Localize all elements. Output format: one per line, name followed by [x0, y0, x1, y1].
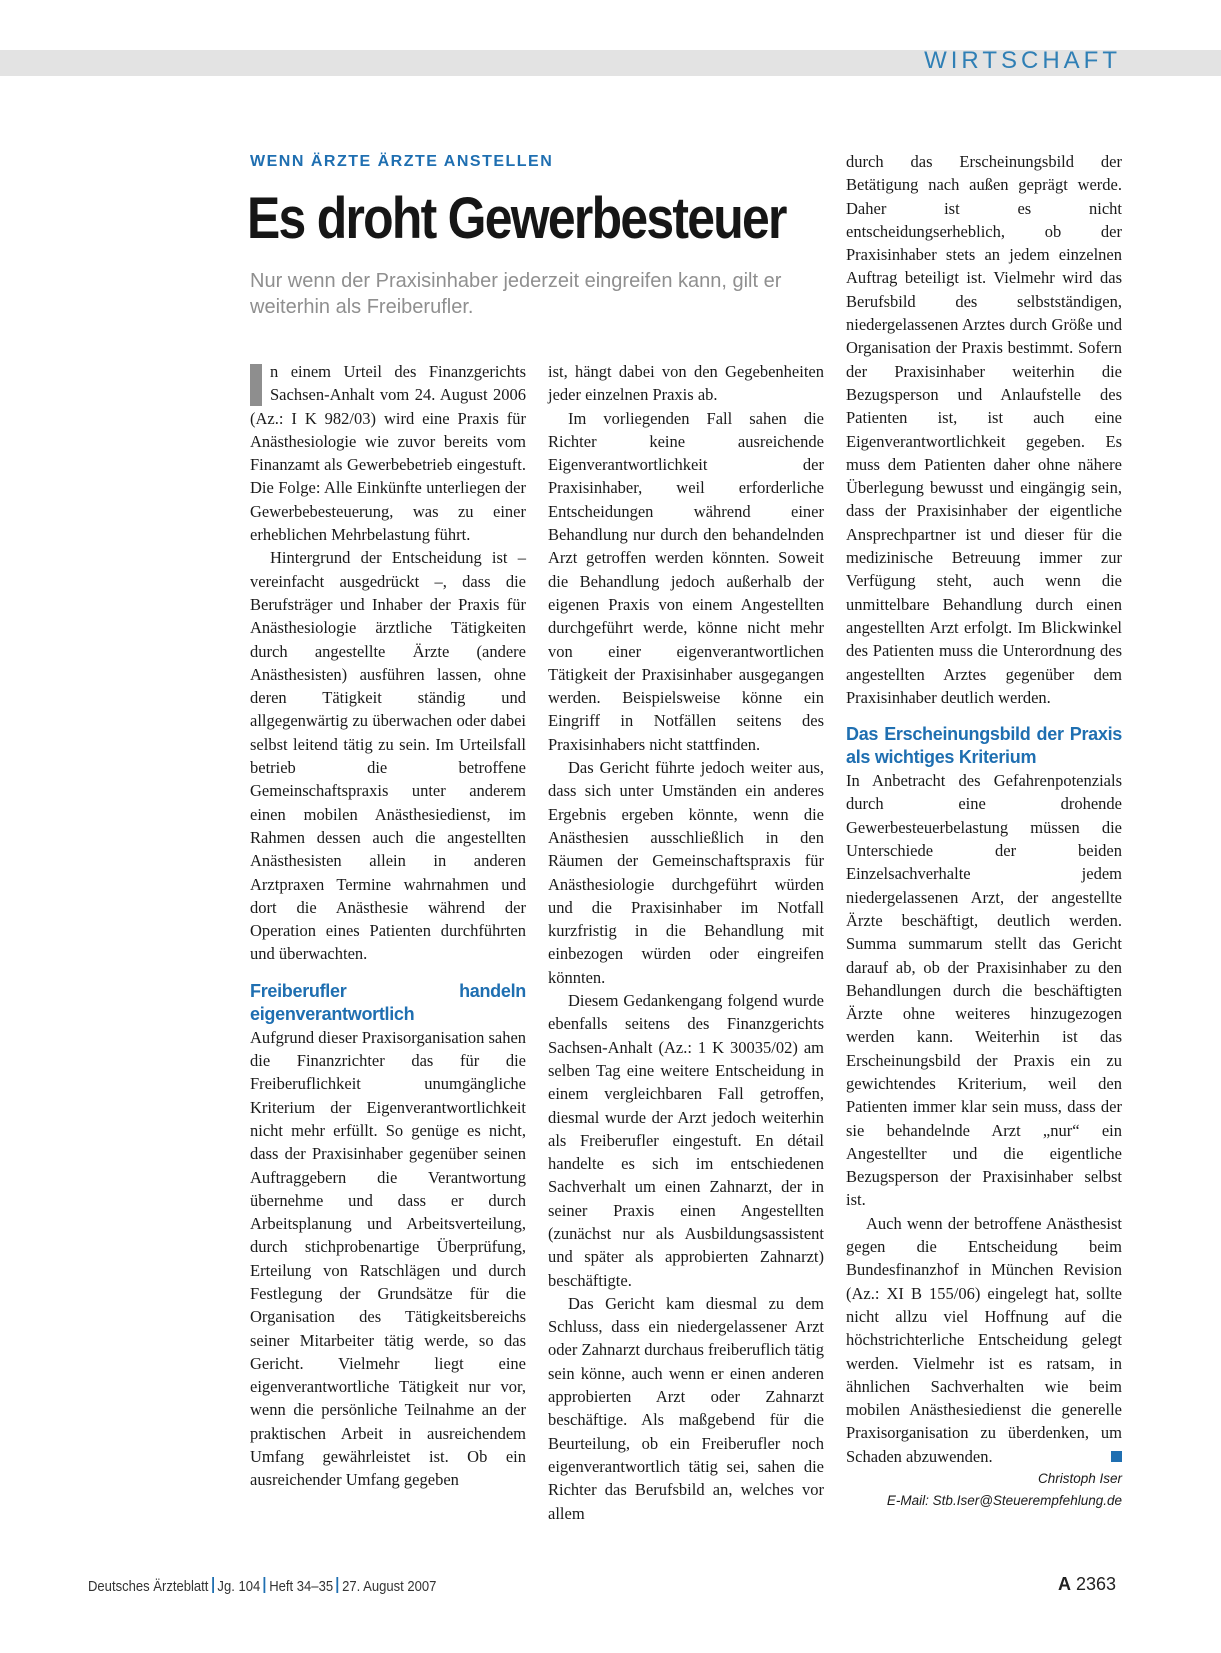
- article-headline: Es droht Gewerbesteuer: [247, 186, 786, 251]
- paragraph: n einem Urteil des Finanzgerichts Sachsen-Anhalt vom 24. August 2006 (Az.: I K 982/03) wird eine Praxis für Anästhesiologie wie zuvor bereits vom Finanzamt als Gewerbebetrieb eingestuft. Die Folge: Alle Einkünfte unterliegen der Gewerbebesteuerung, was zu einer erheblichen Mehrbelastung führt.: [250, 362, 526, 545]
- paragraph: Das Gericht führte jedoch weiter aus, dass sich unter Umständen ein anderes Ergebnis ergeben könnte, wenn die Anästhesien ausschließlich in den Räumen der Gemeinschaftspraxis für Anästhesiologie durchgeführt würden und die Praxisinhaber im Notfall kurzfristig in die Behandlung mit einbezogen würden oder eingreifen könnten.: [548, 758, 824, 987]
- journal-volume: Jg. 104: [217, 1579, 261, 1595]
- column-2: [548, 360, 824, 1525]
- paragraph: durch das Erscheinungsbild der Betätigung nach außen geprägt werde. Daher ist es nicht entscheidungserheblich, ob der Praxisinhaber stets an jedem einzelnen Auftrag beteiligt ist. Vielmehr wird das Berufsbild des selbstständigen, niedergelassenen Arztes durch Größe und Organisation der Praxis bestimmt. Sofern der Praxisinhaber weiterhin die Bezugsperson und Anlaufstelle des Patienten ist, ist auch eine Eigenverantwortlichkeit gegeben. Es muss dem Patienten daher ohne nähere Überlegung bewusst und eingängig sein, dass der Praxisinhaber der eigentliche Ansprechpartner ist und dieser für die medizinische Betreuung immer zur Verfügung steht, auch wenn die unmittelbare Behandlung durch einen angestellten Arzt erfolgt. Im Blickwinkel des Patienten muss die Unterordnung des angestellten Arztes gegenüber dem Praxisinhaber deutlich werden.: [846, 152, 1122, 707]
- paragraph: Diesem Gedankengang folgend wurde ebenfalls seitens des Finanzgerichts Sachsen-Anhalt (Az.: 1 K 30035/02) am selben Tag eine weitere Entscheidung in einem vergleichbaren Fall getroffen, diesmal wurde der Arzt jedoch weiterhin als Freiberufler eingestuft. En détail handelte es sich im entschiedenen Sachverhalt um einen Zahnarzt, der in seiner Praxis einen Angestellten (zunächst nur als Ausbildungsassistent und später als approbierten Zahnarzt) beschäftigte.: [548, 991, 824, 1290]
- paragraph: Aufgrund dieser Praxisorganisation sahen die Finanzrichter das für die Freiberuflichkeit unumgängliche Kriterium der Eigenverantwortlichkeit nicht mehr erfüllt. So genüge es nicht, dass der Praxisinhaber gegenüber seinen Auftraggebern die Verantwortung übernehme und dass er durch Arbeitsplanung und Arbeitsverteilung, durch stichprobenartige Überprüfung, Erteilung von Ratschlägen und durch Festlegung der Grundsätze für die Organisation des Tätigkeitsbereichs seiner Mitarbeiter tätig werde, so das Gericht. Vielmehr liegt eine eigenverantwortliche Tätigkeit nur vor, wenn die persönliche Teilnahme an der praktischen Arbeit in ausreichendem Umfang gewährleistet ist. Ob ein ausreichender Umfang gegeben: [250, 1027, 527, 1490]
- paragraph: Im vorliegenden Fall sahen die Richter keine ausreichende Eigenverantwortlichkeit der Praxisinhaber, weil erforderliche Entscheidungen während einer Behandlung nur durch den behandelnden Arzt getroffen werden könnten. Soweit die Behandlung jedoch außerhalb der eigenen Praxis von einem Angestellten durchgeführt werde, könne nicht mehr von einer eigenverantwortlichen Tätigkeit der Praxisinhaber ausgegangen werden. Beispielsweise könne ein Eingriff in Notfällen seitens des Praxisinhabers nicht stattfinden.: [548, 408, 824, 754]
- journal-issue: Heft 34–35: [269, 1579, 334, 1595]
- column-3: [846, 150, 1122, 1512]
- separator: [337, 1577, 339, 1593]
- subheading-erscheinungsbild: Das Erscheinungsbild der Praxis als wichtiges Kriterium: [846, 724, 1122, 768]
- paragraph: Auch wenn der betroffene Anästhesist gegen die Entscheidung beim Bundesfinanzhof in München Revision (Az.: XI B 155/06) eingelegt hat, sollte nicht allzu viel Hoffnung auf die höchstrichterliche Entscheidung gelegt werden. Vielmehr ist es ratsam, in ähnlichen Sachverhalten wie beim mobilen Anästhesiedienst die generelle Praxisorganisation zu überdenken, um Schaden abzuwenden.: [846, 1213, 1122, 1466]
- paragraph: Das Gericht kam diesmal zu dem Schluss, dass ein niedergelassener Arzt oder Zahnarzt durchaus freiberuflich tätig sein könne, auch wenn er einen anderen approbierten Arzt oder Zahnarzt beschäftige. Als maßgebend für die Beurteilung, ob ein Freiberufler noch eigenverantwortlich tätig sei, sahen die Richter das Berufsbild an, welches vor allem: [548, 1293, 824, 1523]
- subheading-freiberufler: Freiberufler handeln eigenverantwortlich: [250, 980, 526, 1024]
- page-number: A 2363: [1057, 1574, 1116, 1594]
- footer-citation: [88, 1577, 436, 1595]
- paragraph: Hintergrund der Entscheidung ist – vereinfacht ausgedrückt –, dass die Berufsträger und Inhaber der Praxis für Anästhesiologie ärztliche Tätigkeiten durch angestellte Ärzte (andere Anästhesisten) ausführen lassen, ohne deren Tätigkeit ständig und allgegenwärtig zu überwachen oder dabei selbst leitend tätig zu sein. Im Urteilsfall betrieb die betroffene Gemeinschaftspraxis unter anderem einen mobilen Anästhesiedienst, im Rahmen dessen auch die angestellten Anästhesisten allein in anderen Arztpraxen Termine wahrnahmen und dort die Anästhesie während der Operation eines Patienten durchführten und überwachten.: [250, 548, 526, 964]
- separator: [264, 1577, 266, 1593]
- paragraph: In Anbetracht des Gefahrenpotenzials durch eine drohende Gewerbesteuerbelastung müssen die Unterschiede der beiden Einzelsachverhalte jedem niedergelassenen Arzt, der angestellte Ärzte beschäftigt, deutlich werden. Summa summarum stellt das Gericht darauf ab, ob der Praxisinhaber zu den Behandlungen durch die beschäftigten Ärzte ohne weiteres hinzugezogen werden kann. Weiterhin ist das Erscheinungsbild der Praxis ein zu gewichtendes Kriterium, weil den Patienten immer klar sein muss, dass der sie behandelnde Arzt „nur“ ein Angestellter und die eigentliche Bezugsperson der Praxisinhaber selbst ist.: [846, 771, 1122, 1210]
- section-label: WIRTSCHAFT: [924, 47, 1121, 74]
- end-of-article-icon: [1111, 1451, 1122, 1462]
- journal-date: 27. August 2007: [342, 1579, 437, 1595]
- separator: [212, 1577, 214, 1593]
- journal-name: Deutsches Ärzteblatt: [88, 1579, 209, 1595]
- column-1: [250, 360, 526, 1492]
- dropcap-bar: [250, 364, 262, 406]
- article-kicker: WENN ÄRZTE ÄRZTE ANSTELLEN: [250, 153, 554, 170]
- author-name: Christoph Iser: [1037, 1471, 1122, 1487]
- author-email[interactable]: E-Mail: Stb.Iser@Steuerempfehlung.de: [886, 1493, 1122, 1509]
- article-subtitle: Nur wenn der Praxisinhaber jederzeit eingreifen kann, gilt er weiterhin als Freiberufler.: [250, 270, 782, 318]
- paragraph: ist, hängt dabei von den Gegebenheiten jeder einzelnen Praxis ab.: [548, 362, 824, 405]
